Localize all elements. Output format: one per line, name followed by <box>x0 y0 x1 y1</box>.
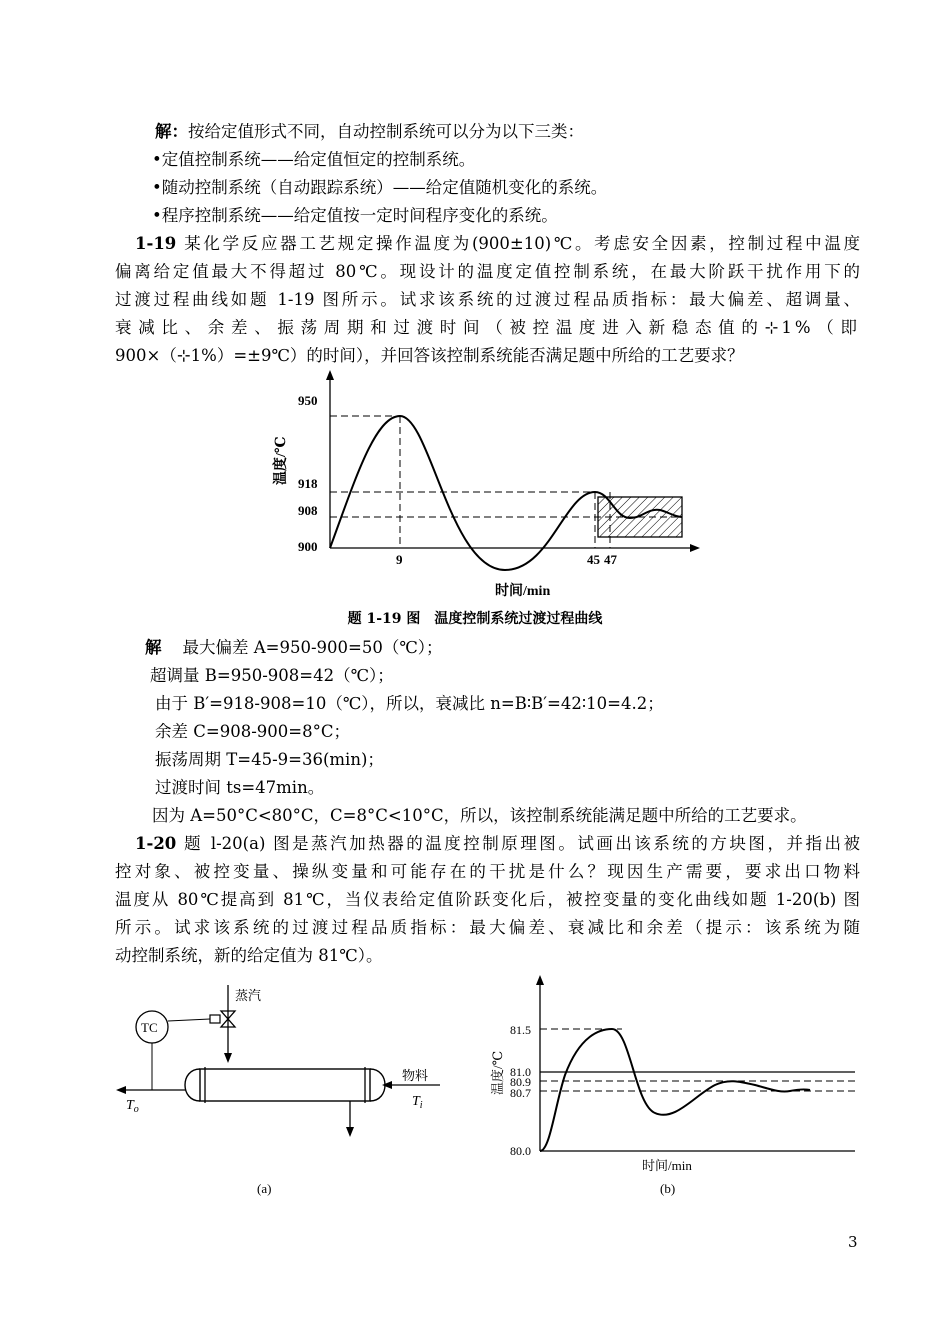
page-number: 3 <box>848 1233 858 1251</box>
outlet-arrow-icon <box>116 1086 126 1094</box>
q20-line-3: 温度从 80℃提高到 81℃，当仪表给定值阶跃变化后，被控变量的变化曲线如题 1-20(b) 图 <box>115 890 860 909</box>
q19-line-4: 衰减比、余差、振荡周期和过渡时间（被控温度进入新稳态值的⊹1%（即 <box>115 318 860 337</box>
ytick-b-81-0: 81.0 <box>510 1065 531 1079</box>
material-label: 物料 <box>402 1068 429 1083</box>
y-arrow-b-icon <box>536 975 544 985</box>
fig20b-ylabel: 温度/℃ <box>490 1050 505 1095</box>
q19-line-2: 偏离给定值最大不得超过 80℃。现设计的温度定值控制系统，在最大阶跃干扰作用下的 <box>115 262 860 281</box>
sol19-line-7: 因为 A=50°C<80°C，C=8°C<10°C，所以，该控制系统能满足题中所给的工艺要求。 <box>152 806 807 825</box>
heater-shell <box>200 1069 370 1101</box>
valve-actuator-icon <box>210 1015 220 1023</box>
xtick-9: 9 <box>396 552 403 567</box>
ytick-b-80-7: 80.7 <box>510 1086 531 1100</box>
fig19-caption: 题 1-19 图 温度控制系统过渡过程曲线 <box>347 611 603 627</box>
tc-signal-line <box>168 1019 210 1021</box>
ytick-b-81-5: 81.5 <box>510 1023 531 1037</box>
y-arrow-icon <box>326 370 334 380</box>
q20-line-4: 所示。试求该系统的过渡过程品质指标：最大偏差、衰减比和余差（提示：该系统为随 <box>115 918 860 937</box>
fig20a-label: (a) <box>257 1181 272 1196</box>
sol19-line-4: 余差 C=908-900=8°C； <box>155 722 350 741</box>
heater-left-head <box>185 1069 200 1101</box>
q20-line-5: 动控制系统，新的给定值为 81℃）。 <box>115 946 383 965</box>
ytick-b-80-9: 80.9 <box>510 1075 531 1089</box>
fig20b-label: (b) <box>660 1181 676 1196</box>
fig19-ylabel: 温度/℃ <box>274 436 289 485</box>
sol19-line-5: 振荡周期 T=45-9=36(min)； <box>155 750 384 769</box>
ytick-900: 900 <box>298 539 318 554</box>
q19-line-3: 过渡过程曲线如题 1-19 图所示。试求该系统的过渡过程品质指标：最大偏差、超调量、 <box>115 290 860 309</box>
figure-1-20a <box>110 985 460 1200</box>
sol19-line-6: 过渡时间 ts=47min。 <box>155 778 325 797</box>
fig19-xlabel: 时间/min <box>495 584 551 599</box>
sol19-line-2: 超调量 B=950-908=42（℃）； <box>150 666 394 685</box>
ytick-908: 908 <box>298 503 318 518</box>
outlet-label: $T_o$ <box>126 1098 139 1115</box>
response-curve <box>330 416 682 570</box>
xtick-45: 45 <box>587 552 600 567</box>
fig20b-xlabel: 时间/min <box>642 1158 692 1173</box>
answer-intro: 解：按给定值形式不同，自动控制系统可以分为以下三类： <box>155 122 584 141</box>
steam-label: 蒸汽 <box>235 988 262 1003</box>
xtick-47: 47 <box>604 552 617 567</box>
steam-arrow-icon <box>224 1053 232 1063</box>
x-arrow-icon <box>690 544 700 552</box>
sol19-line-1: 解 最大偏差 A=950-900=50（℃）； <box>145 638 443 657</box>
inlet-label: $T_i$ <box>412 1094 423 1111</box>
bullet-3: •程序控制系统——给定值按一定时间程序变化的系统。 <box>152 206 558 225</box>
q20-line-1: 1-20 题 l-20(a) 图是蒸汽加热器的温度控制原理图。试画出该系统的方块图，并指出被 <box>135 834 860 853</box>
response-curve-b <box>540 1029 810 1151</box>
ytick-b-80-0: 80.0 <box>510 1144 531 1158</box>
figure-1-19 <box>250 360 710 610</box>
ytick-950: 950 <box>298 393 318 408</box>
sol19-line-3: 由于 B′=918-908=10（℃），所以，衰减比 n=B∶B′=42∶10=4.2； <box>155 694 664 713</box>
bullet-1: •定值控制系统——给定值恒定的控制系统。 <box>152 150 476 169</box>
condensate-arrow-icon <box>346 1127 354 1137</box>
bullet-2: •随动控制系统（自动跟踪系统）——给定值随机变化的系统。 <box>152 178 608 197</box>
q19-line-5: 900×（⊹1%）=±9℃）的时间），并回答该控制系统能否满足题中所给的工艺要求？ <box>115 346 744 365</box>
tc-label: TC <box>141 1020 158 1035</box>
figure-1-20b <box>470 965 870 1205</box>
q20-line-2: 控对象、被控变量、操纵变量和可能存在的干扰是什么？现因生产需要，要求出口物料 <box>115 862 860 881</box>
ytick-918: 918 <box>298 476 318 491</box>
inlet-arrow-icon <box>382 1081 392 1089</box>
q19-line-1: 1-19 某化学反应器工艺规定操作温度为(900±10)℃。考虑安全因素，控制过程中温度 <box>135 234 860 253</box>
